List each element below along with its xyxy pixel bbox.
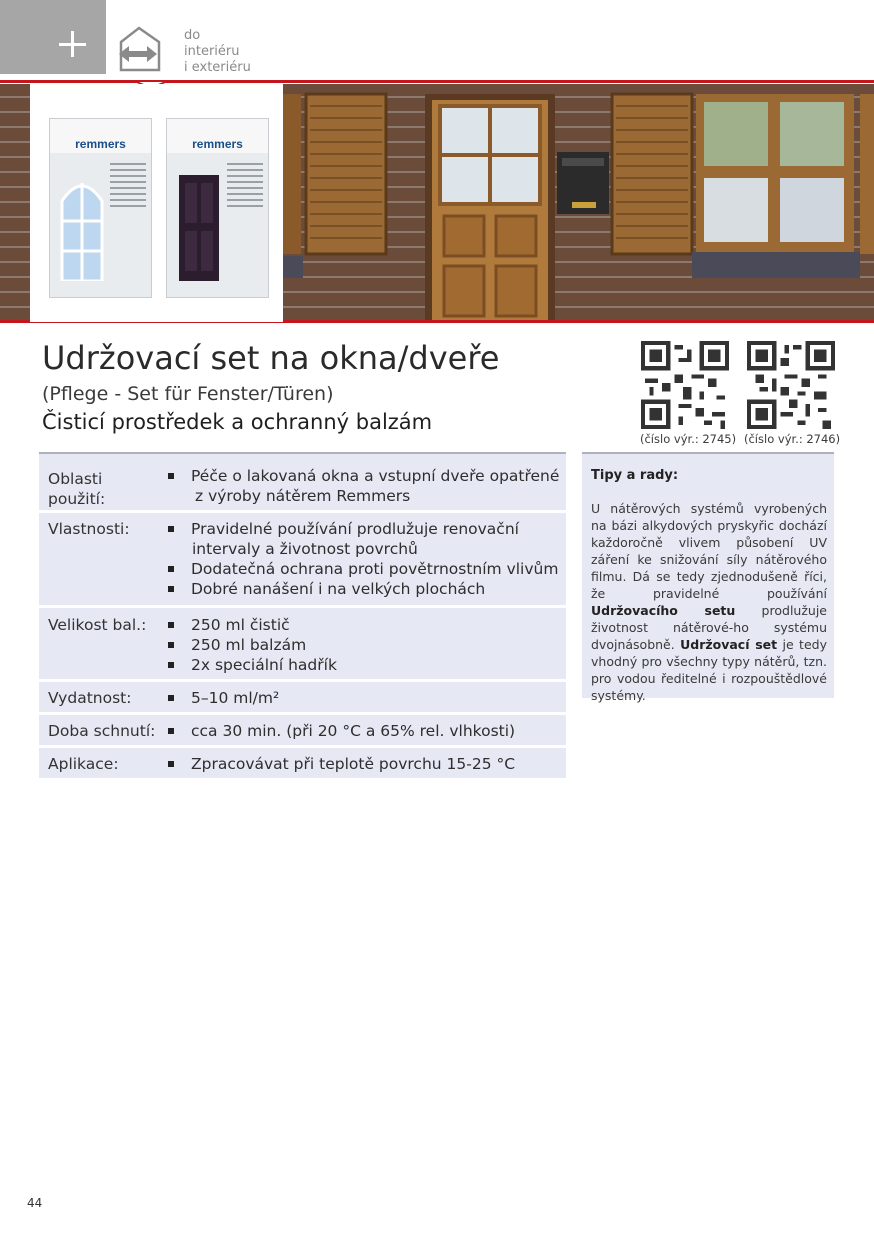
product-subtitle: Čisticí prostředek a ochranný balzám xyxy=(42,410,433,434)
bullet-icon xyxy=(168,662,174,668)
spec-row-usage xyxy=(39,454,566,510)
list-item: Péče o lakovaná okna a vstupní dveře opatřené xyxy=(168,466,566,486)
package-brand: remmers xyxy=(75,137,126,151)
list-item: 2x speciální hadřík xyxy=(168,655,566,675)
spec-label: Oblasti použití: xyxy=(48,470,106,508)
bullet-icon xyxy=(168,586,174,592)
spec-row-coverage xyxy=(39,682,566,712)
package-window-set xyxy=(49,118,152,298)
spec-row-package-size xyxy=(39,608,566,679)
bullet-icon xyxy=(168,761,174,767)
product-title: Udržovací set na okna/dveře xyxy=(42,339,500,377)
bullet-icon xyxy=(168,566,174,572)
list-item: intervaly a životnost povrchů xyxy=(192,540,418,558)
bullet-icon xyxy=(168,728,174,734)
list-item: z výroby nátěrem Remmers xyxy=(195,487,411,505)
bullet-icon xyxy=(168,526,174,532)
spec-row-drying-time xyxy=(39,715,566,745)
spec-label: Aplikace: xyxy=(48,755,119,773)
bullet-icon xyxy=(168,622,174,628)
spec-table xyxy=(39,452,566,781)
qr-code-icon[interactable] xyxy=(641,341,729,429)
spec-label: Vlastnosti: xyxy=(48,520,130,538)
list-item: Dodatečná ochrana proti povětrnostním vlivům xyxy=(168,559,566,579)
list-item: cca 30 min. (při 20 °C a 65% rel. vlhkosti) xyxy=(168,721,566,741)
spec-label: Velikost bal.: xyxy=(48,616,147,634)
header-rule xyxy=(0,80,874,83)
bullet-icon xyxy=(168,695,174,701)
list-item: Dobré nanášení i na velkých plochách xyxy=(168,579,566,599)
package-brand: remmers xyxy=(192,137,243,151)
list-item: Zpracovávat při teplotě povrchu 15-25 °C xyxy=(168,754,566,774)
door-illustration xyxy=(175,171,223,281)
indoor-outdoor-house-icon xyxy=(117,24,177,74)
window-illustration xyxy=(58,171,106,281)
list-item: 250 ml čistič xyxy=(168,615,566,635)
spec-label: Vydatnost: xyxy=(48,689,132,707)
spec-row-properties xyxy=(39,513,566,605)
qr-code-label: (číslo výr.: 2746) xyxy=(744,432,841,446)
tips-heading: Tipy a rady: xyxy=(591,468,679,483)
tips-panel xyxy=(582,492,834,703)
qr-code-label: (číslo výr.: 2745) xyxy=(640,432,737,446)
list-item: Pravidelné používání prodlužuje renovační xyxy=(168,519,566,539)
list-item: 5–10 ml/m² xyxy=(168,688,566,708)
qr-code-icon[interactable] xyxy=(747,341,835,429)
bullet-icon xyxy=(168,642,174,648)
spec-label: Doba schnutí: xyxy=(48,722,156,740)
list-item: 250 ml balzám xyxy=(168,635,566,655)
tips-heading-bar xyxy=(582,452,834,492)
package-door-set xyxy=(166,118,269,298)
spec-row-application xyxy=(39,748,566,778)
tips-text: U nátěrových systémů vyrobených na bázi alkydových pryskyřic dochází každoročně vlivem působení UV záření ke snižování síly nátěrového filmu. Dá se tedy zjednodušeně říci, že pravidelné používání Udržovacího setu prodlužuje životnost nátěrové-ho systému dvojnásobně. Udržovací set je tedy vhodný pro všechny typy nátěrů, tzn. pro vodou ředitelné i rozpouštědlové systémy. xyxy=(591,501,827,703)
category-plus-tile xyxy=(0,0,106,74)
page-number: 44 xyxy=(27,1196,43,1210)
usage-label: do interiéru i exteriéru xyxy=(184,28,251,75)
product-subtitle-german: (Pflege - Set für Fenster/Türen) xyxy=(42,383,334,405)
bullet-icon xyxy=(168,473,174,479)
